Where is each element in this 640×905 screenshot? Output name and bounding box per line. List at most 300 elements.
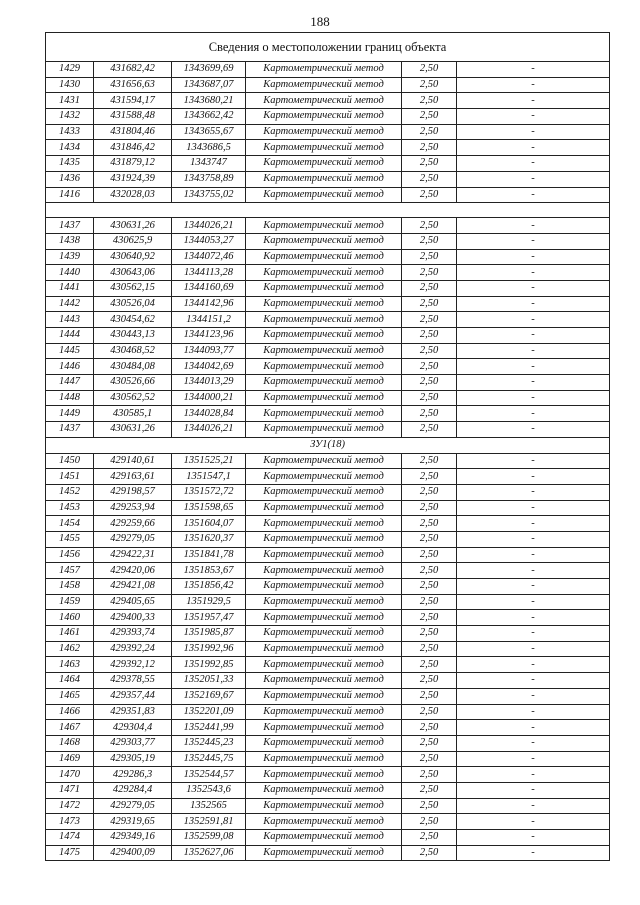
table-row (46, 484, 610, 500)
method-cell: Картометрический метод (246, 296, 402, 312)
point-number-cell: 1446 (46, 359, 94, 375)
point-number-cell: 1468 (46, 735, 94, 751)
description-cell: - (457, 657, 610, 673)
x-coordinate-cell: 429304,4 (94, 720, 172, 736)
point-number-cell: 1451 (46, 469, 94, 485)
y-coordinate-cell: 1351547,1 (172, 469, 246, 485)
table-row (46, 704, 610, 720)
accuracy-cell: 2,50 (402, 751, 457, 767)
description-cell: - (457, 156, 610, 172)
point-number-cell: 1441 (46, 280, 94, 296)
accuracy-cell: 2,50 (402, 720, 457, 736)
point-number-cell: 1461 (46, 626, 94, 642)
point-number-cell: 1432 (46, 109, 94, 125)
page-number: 188 (310, 14, 330, 29)
method-cell: Картометрический метод (246, 704, 402, 720)
y-coordinate-cell: 1352565 (172, 798, 246, 814)
x-coordinate-cell: 429422,31 (94, 547, 172, 563)
y-coordinate-cell: 1344093,77 (172, 343, 246, 359)
table-row (46, 390, 610, 406)
description-cell: - (457, 814, 610, 830)
accuracy-cell: 2,50 (402, 406, 457, 422)
y-coordinate-cell: 1344026,21 (172, 218, 246, 234)
blank-cell (46, 203, 610, 218)
y-coordinate-cell: 1351957,47 (172, 610, 246, 626)
x-coordinate-cell: 429253,94 (94, 500, 172, 516)
x-coordinate-cell: 429392,24 (94, 641, 172, 657)
accuracy-cell: 2,50 (402, 673, 457, 689)
table-row (46, 93, 610, 109)
x-coordinate-cell: 431594,17 (94, 93, 172, 109)
accuracy-cell: 2,50 (402, 124, 457, 140)
accuracy-cell: 2,50 (402, 109, 457, 125)
accuracy-cell: 2,50 (402, 140, 457, 156)
y-coordinate-cell: 1351929,5 (172, 594, 246, 610)
point-number-cell: 1466 (46, 704, 94, 720)
method-cell: Картометрический метод (246, 469, 402, 485)
point-number-cell: 1437 (46, 218, 94, 234)
accuracy-cell: 2,50 (402, 500, 457, 516)
table-title: Сведения о местоположении границ объекта (46, 33, 610, 62)
x-coordinate-cell: 431846,42 (94, 140, 172, 156)
point-number-cell: 1431 (46, 93, 94, 109)
x-coordinate-cell: 430454,62 (94, 312, 172, 328)
point-number-cell: 1433 (46, 124, 94, 140)
point-number-cell: 1449 (46, 406, 94, 422)
accuracy-cell: 2,50 (402, 626, 457, 642)
x-coordinate-cell: 431588,48 (94, 109, 172, 125)
accuracy-cell: 2,50 (402, 563, 457, 579)
accuracy-cell: 2,50 (402, 62, 457, 78)
table-title-row (46, 33, 610, 62)
table-row (46, 688, 610, 704)
table-row (46, 500, 610, 516)
table-row (46, 720, 610, 736)
accuracy-cell: 2,50 (402, 280, 457, 296)
y-coordinate-cell: 1344000,21 (172, 390, 246, 406)
table-row (46, 547, 610, 563)
method-cell: Картометрический метод (246, 249, 402, 265)
x-coordinate-cell: 430443,13 (94, 328, 172, 344)
y-coordinate-cell: 1343755,02 (172, 187, 246, 203)
y-coordinate-cell: 1343686,5 (172, 140, 246, 156)
accuracy-cell: 2,50 (402, 312, 457, 328)
table-row (46, 343, 610, 359)
section-label: ЗУ1(18) (46, 437, 610, 453)
y-coordinate-cell: 1343699,69 (172, 62, 246, 78)
method-cell: Картометрический метод (246, 782, 402, 798)
x-coordinate-cell: 429303,77 (94, 735, 172, 751)
x-coordinate-cell: 429163,61 (94, 469, 172, 485)
y-coordinate-cell: 1343655,67 (172, 124, 246, 140)
x-coordinate-cell: 429357,44 (94, 688, 172, 704)
method-cell: Картометрический метод (246, 751, 402, 767)
y-coordinate-cell: 1352445,23 (172, 735, 246, 751)
accuracy-cell: 2,50 (402, 594, 457, 610)
description-cell: - (457, 547, 610, 563)
method-cell: Картометрический метод (246, 406, 402, 422)
table-row (46, 641, 610, 657)
accuracy-cell: 2,50 (402, 782, 457, 798)
accuracy-cell: 2,50 (402, 156, 457, 172)
x-coordinate-cell: 429198,57 (94, 484, 172, 500)
table-row (46, 673, 610, 689)
point-number-cell: 1467 (46, 720, 94, 736)
y-coordinate-cell: 1344151,2 (172, 312, 246, 328)
table-row (46, 249, 610, 265)
point-number-cell: 1462 (46, 641, 94, 657)
description-cell: - (457, 626, 610, 642)
point-number-cell: 1475 (46, 845, 94, 861)
accuracy-cell: 2,50 (402, 641, 457, 657)
table-row (46, 375, 610, 391)
method-cell: Картометрический метод (246, 280, 402, 296)
method-cell: Картометрический метод (246, 453, 402, 469)
description-cell: - (457, 500, 610, 516)
description-cell: - (457, 77, 610, 93)
point-number-cell: 1458 (46, 579, 94, 595)
table-row (46, 767, 610, 783)
y-coordinate-cell: 1352445,75 (172, 751, 246, 767)
description-cell: - (457, 531, 610, 547)
method-cell: Картометрический метод (246, 516, 402, 532)
method-cell: Картометрический метод (246, 563, 402, 579)
point-number-cell: 1443 (46, 312, 94, 328)
table-row (46, 406, 610, 422)
description-cell: - (457, 312, 610, 328)
y-coordinate-cell: 1351992,85 (172, 657, 246, 673)
x-coordinate-cell: 429140,61 (94, 453, 172, 469)
x-coordinate-cell: 431682,42 (94, 62, 172, 78)
y-coordinate-cell: 1343662,42 (172, 109, 246, 125)
point-number-cell: 1452 (46, 484, 94, 500)
boundary-coordinates-table (45, 32, 610, 861)
y-coordinate-cell: 1351841,78 (172, 547, 246, 563)
y-coordinate-cell: 1344123,96 (172, 328, 246, 344)
x-coordinate-cell: 430468,52 (94, 343, 172, 359)
method-cell: Картометрический метод (246, 500, 402, 516)
description-cell: - (457, 233, 610, 249)
accuracy-cell: 2,50 (402, 657, 457, 673)
point-number-cell: 1457 (46, 563, 94, 579)
description-cell: - (457, 830, 610, 846)
x-coordinate-cell: 430585,1 (94, 406, 172, 422)
method-cell: Картометрический метод (246, 343, 402, 359)
accuracy-cell: 2,50 (402, 516, 457, 532)
method-cell: Картометрический метод (246, 62, 402, 78)
table-row (46, 312, 610, 328)
x-coordinate-cell: 430631,26 (94, 422, 172, 438)
description-cell: - (457, 93, 610, 109)
method-cell: Картометрический метод (246, 657, 402, 673)
table-row (46, 422, 610, 438)
point-number-cell: 1416 (46, 187, 94, 203)
y-coordinate-cell: 1343747 (172, 156, 246, 172)
table-row (46, 109, 610, 125)
x-coordinate-cell: 430526,66 (94, 375, 172, 391)
method-cell: Картометрический метод (246, 359, 402, 375)
table-row (46, 469, 610, 485)
method-cell: Картометрический метод (246, 547, 402, 563)
y-coordinate-cell: 1351853,67 (172, 563, 246, 579)
blank-separator-row (46, 203, 610, 218)
method-cell: Картометрический метод (246, 218, 402, 234)
point-number-cell: 1435 (46, 156, 94, 172)
accuracy-cell: 2,50 (402, 187, 457, 203)
description-cell: - (457, 798, 610, 814)
description-cell: - (457, 265, 610, 281)
point-number-cell: 1429 (46, 62, 94, 78)
x-coordinate-cell: 429286,3 (94, 767, 172, 783)
x-coordinate-cell: 430526,04 (94, 296, 172, 312)
point-number-cell: 1474 (46, 830, 94, 846)
method-cell: Картометрический метод (246, 93, 402, 109)
y-coordinate-cell: 1343758,89 (172, 171, 246, 187)
point-number-cell: 1442 (46, 296, 94, 312)
x-coordinate-cell: 429319,65 (94, 814, 172, 830)
table-row (46, 830, 610, 846)
method-cell: Картометрический метод (246, 156, 402, 172)
y-coordinate-cell: 1352544,57 (172, 767, 246, 783)
table-row (46, 280, 610, 296)
description-cell: - (457, 218, 610, 234)
y-coordinate-cell: 1344013,29 (172, 375, 246, 391)
description-cell: - (457, 782, 610, 798)
table-row (46, 531, 610, 547)
description-cell: - (457, 720, 610, 736)
table-row (46, 657, 610, 673)
table-row (46, 187, 610, 203)
description-cell: - (457, 375, 610, 391)
accuracy-cell: 2,50 (402, 610, 457, 626)
x-coordinate-cell: 430562,52 (94, 390, 172, 406)
y-coordinate-cell: 1352169,67 (172, 688, 246, 704)
description-cell: - (457, 343, 610, 359)
x-coordinate-cell: 429400,33 (94, 610, 172, 626)
point-number-cell: 1463 (46, 657, 94, 673)
point-number-cell: 1460 (46, 610, 94, 626)
accuracy-cell: 2,50 (402, 704, 457, 720)
y-coordinate-cell: 1351604,07 (172, 516, 246, 532)
table-row (46, 563, 610, 579)
point-number-cell: 1445 (46, 343, 94, 359)
accuracy-cell: 2,50 (402, 296, 457, 312)
method-cell: Картометрический метод (246, 673, 402, 689)
method-cell: Картометрический метод (246, 579, 402, 595)
point-number-cell: 1454 (46, 516, 94, 532)
method-cell: Картометрический метод (246, 610, 402, 626)
table-row (46, 782, 610, 798)
accuracy-cell: 2,50 (402, 359, 457, 375)
method-cell: Картометрический метод (246, 814, 402, 830)
table-row (46, 626, 610, 642)
x-coordinate-cell: 431879,12 (94, 156, 172, 172)
x-coordinate-cell: 430640,92 (94, 249, 172, 265)
table-row (46, 124, 610, 140)
x-coordinate-cell: 429392,12 (94, 657, 172, 673)
description-cell: - (457, 280, 610, 296)
description-cell: - (457, 579, 610, 595)
method-cell: Картометрический метод (246, 594, 402, 610)
description-cell: - (457, 673, 610, 689)
y-coordinate-cell: 1352627,06 (172, 845, 246, 861)
y-coordinate-cell: 1352599,08 (172, 830, 246, 846)
accuracy-cell: 2,50 (402, 453, 457, 469)
method-cell: Картометрический метод (246, 233, 402, 249)
accuracy-cell: 2,50 (402, 469, 457, 485)
point-number-cell: 1447 (46, 375, 94, 391)
y-coordinate-cell: 1344113,28 (172, 265, 246, 281)
description-cell: - (457, 516, 610, 532)
method-cell: Картометрический метод (246, 312, 402, 328)
y-coordinate-cell: 1351620,37 (172, 531, 246, 547)
y-coordinate-cell: 1343687,07 (172, 77, 246, 93)
table-row (46, 140, 610, 156)
method-cell: Картометрический метод (246, 735, 402, 751)
x-coordinate-cell: 429421,08 (94, 579, 172, 595)
method-cell: Картометрический метод (246, 375, 402, 391)
accuracy-cell: 2,50 (402, 93, 457, 109)
description-cell: - (457, 171, 610, 187)
description-cell: - (457, 359, 610, 375)
y-coordinate-cell: 1344160,69 (172, 280, 246, 296)
point-number-cell: 1437 (46, 422, 94, 438)
x-coordinate-cell: 430625,9 (94, 233, 172, 249)
y-coordinate-cell: 1344072,46 (172, 249, 246, 265)
x-coordinate-cell: 429279,05 (94, 798, 172, 814)
description-cell: - (457, 390, 610, 406)
description-cell: - (457, 187, 610, 203)
point-number-cell: 1455 (46, 531, 94, 547)
point-number-cell: 1436 (46, 171, 94, 187)
table-row (46, 594, 610, 610)
x-coordinate-cell: 430562,15 (94, 280, 172, 296)
point-number-cell: 1440 (46, 265, 94, 281)
table-row (46, 735, 610, 751)
accuracy-cell: 2,50 (402, 688, 457, 704)
table-row (46, 218, 610, 234)
method-cell: Картометрический метод (246, 767, 402, 783)
description-cell: - (457, 109, 610, 125)
table-row (46, 77, 610, 93)
description-cell: - (457, 469, 610, 485)
accuracy-cell: 2,50 (402, 171, 457, 187)
table-row (46, 233, 610, 249)
table-row (46, 296, 610, 312)
method-cell: Картометрический метод (246, 140, 402, 156)
accuracy-cell: 2,50 (402, 343, 457, 359)
description-cell: - (457, 124, 610, 140)
x-coordinate-cell: 429259,66 (94, 516, 172, 532)
accuracy-cell: 2,50 (402, 375, 457, 391)
accuracy-cell: 2,50 (402, 547, 457, 563)
accuracy-cell: 2,50 (402, 265, 457, 281)
point-number-cell: 1456 (46, 547, 94, 563)
description-cell: - (457, 845, 610, 861)
accuracy-cell: 2,50 (402, 218, 457, 234)
y-coordinate-cell: 1343680,21 (172, 93, 246, 109)
point-number-cell: 1430 (46, 77, 94, 93)
x-coordinate-cell: 429378,55 (94, 673, 172, 689)
method-cell: Картометрический метод (246, 484, 402, 500)
description-cell: - (457, 406, 610, 422)
x-coordinate-cell: 432028,03 (94, 187, 172, 203)
method-cell: Картометрический метод (246, 720, 402, 736)
accuracy-cell: 2,50 (402, 249, 457, 265)
method-cell: Картометрический метод (246, 641, 402, 657)
y-coordinate-cell: 1351856,42 (172, 579, 246, 595)
x-coordinate-cell: 429349,16 (94, 830, 172, 846)
method-cell: Картометрический метод (246, 422, 402, 438)
point-number-cell: 1439 (46, 249, 94, 265)
table-row (46, 516, 610, 532)
table-row (46, 610, 610, 626)
accuracy-cell: 2,50 (402, 390, 457, 406)
y-coordinate-cell: 1344042,69 (172, 359, 246, 375)
point-number-cell: 1444 (46, 328, 94, 344)
method-cell: Картометрический метод (246, 109, 402, 125)
point-number-cell: 1459 (46, 594, 94, 610)
x-coordinate-cell: 429405,65 (94, 594, 172, 610)
y-coordinate-cell: 1352591,81 (172, 814, 246, 830)
x-coordinate-cell: 430484,08 (94, 359, 172, 375)
y-coordinate-cell: 1352051,33 (172, 673, 246, 689)
table-row (46, 453, 610, 469)
y-coordinate-cell: 1351598,65 (172, 500, 246, 516)
table-row (46, 156, 610, 172)
point-number-cell: 1471 (46, 782, 94, 798)
y-coordinate-cell: 1344028,84 (172, 406, 246, 422)
accuracy-cell: 2,50 (402, 233, 457, 249)
description-cell: - (457, 735, 610, 751)
method-cell: Картометрический метод (246, 124, 402, 140)
x-coordinate-cell: 429393,74 (94, 626, 172, 642)
method-cell: Картометрический метод (246, 265, 402, 281)
point-number-cell: 1473 (46, 814, 94, 830)
description-cell: - (457, 767, 610, 783)
point-number-cell: 1470 (46, 767, 94, 783)
accuracy-cell: 2,50 (402, 77, 457, 93)
table-row (46, 62, 610, 78)
y-coordinate-cell: 1351992,96 (172, 641, 246, 657)
method-cell: Картометрический метод (246, 531, 402, 547)
description-cell: - (457, 610, 610, 626)
table-row (46, 328, 610, 344)
point-number-cell: 1469 (46, 751, 94, 767)
x-coordinate-cell: 430631,26 (94, 218, 172, 234)
accuracy-cell: 2,50 (402, 814, 457, 830)
method-cell: Картометрический метод (246, 845, 402, 861)
y-coordinate-cell: 1344026,21 (172, 422, 246, 438)
description-cell: - (457, 751, 610, 767)
description-cell: - (457, 140, 610, 156)
accuracy-cell: 2,50 (402, 579, 457, 595)
method-cell: Картометрический метод (246, 171, 402, 187)
point-number-cell: 1450 (46, 453, 94, 469)
x-coordinate-cell: 431924,39 (94, 171, 172, 187)
description-cell: - (457, 453, 610, 469)
description-cell: - (457, 328, 610, 344)
point-number-cell: 1453 (46, 500, 94, 516)
y-coordinate-cell: 1352543,6 (172, 782, 246, 798)
accuracy-cell: 2,50 (402, 735, 457, 751)
accuracy-cell: 2,50 (402, 422, 457, 438)
section-header-row (46, 437, 610, 453)
accuracy-cell: 2,50 (402, 328, 457, 344)
description-cell: - (457, 422, 610, 438)
point-number-cell: 1472 (46, 798, 94, 814)
table-row (46, 845, 610, 861)
